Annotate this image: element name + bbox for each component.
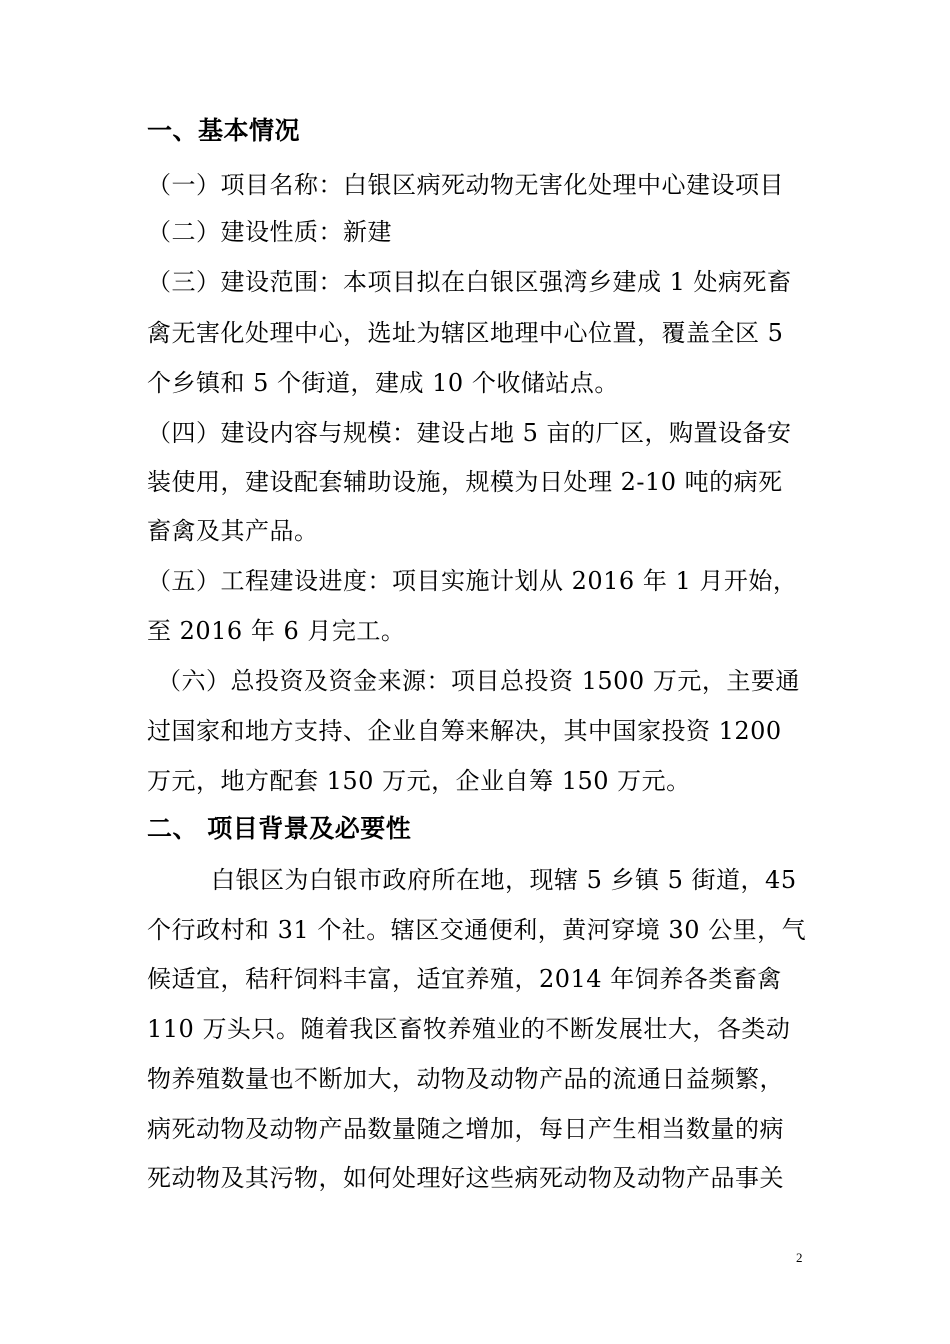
paragraph-line: 候适宜，秸秆饲料丰富，适宜养殖，2014 年饲养各类畜禽 xyxy=(147,965,782,993)
section-heading-background: 二、 项目背景及必要性 xyxy=(147,814,412,843)
paragraph-line: 个行政村和 31 个社。辖区交通便利，黄河穿境 30 公里，气 xyxy=(147,916,807,944)
section-heading-basic-info: 一、基本情况 xyxy=(147,116,301,145)
item-content-scale-line3: 畜禽及其产品。 xyxy=(147,517,319,545)
paragraph-line: 病死动物及动物产品数量随之增加，每日产生相当数量的病 xyxy=(147,1115,784,1143)
item-construction-scope-line1: （三）建设范围：本项目拟在白银区强湾乡建成 1 处病死畜 xyxy=(147,268,792,296)
item-content-scale-line1: （四）建设内容与规模：建设占地 5 亩的厂区，购置设备安 xyxy=(147,419,792,447)
paragraph-line: 死动物及其污物，如何处理好这些病死动物及动物产品事关 xyxy=(147,1164,784,1192)
item-construction-scope-line2: 禽无害化处理中心，选址为辖区地理中心位置，覆盖全区 5 xyxy=(147,319,784,347)
item-schedule-line2: 至 2016 年 6 月完工。 xyxy=(147,617,406,645)
item-construction-scope-line3: 个乡镇和 5 个街道，建成 10 个收储站点。 xyxy=(147,369,619,397)
page-number: 2 xyxy=(796,1250,803,1265)
item-schedule-line1: （五）工程建设进度：项目实施计划从 2016 年 1 月开始， xyxy=(147,567,798,595)
paragraph-line: 白银区为白银市政府所在地，现辖 5 乡镇 5 街道，45 xyxy=(211,866,797,894)
item-investment-line1: （六）总投资及资金来源：项目总投资 1500 万元，主要通 xyxy=(157,667,800,695)
item-construction-nature: （二）建设性质：新建 xyxy=(147,218,392,246)
item-project-name: （一）项目名称：白银区病死动物无害化处理中心建设项目 xyxy=(147,171,784,199)
paragraph-line: 110 万头只。随着我区畜牧养殖业的不断发展壮大，各类动 xyxy=(147,1015,791,1043)
item-investment-line2: 过国家和地方支持、企业自筹来解决，其中国家投资 1200 xyxy=(147,717,782,745)
item-content-scale-line2: 装使用，建设配套辅助设施，规模为日处理 2-10 吨的病死 xyxy=(147,468,783,496)
paragraph-line: 物养殖数量也不断加大，动物及动物产品的流通日益频繁， xyxy=(147,1065,784,1093)
item-investment-line3: 万元，地方配套 150 万元，企业自筹 150 万元。 xyxy=(147,767,691,795)
